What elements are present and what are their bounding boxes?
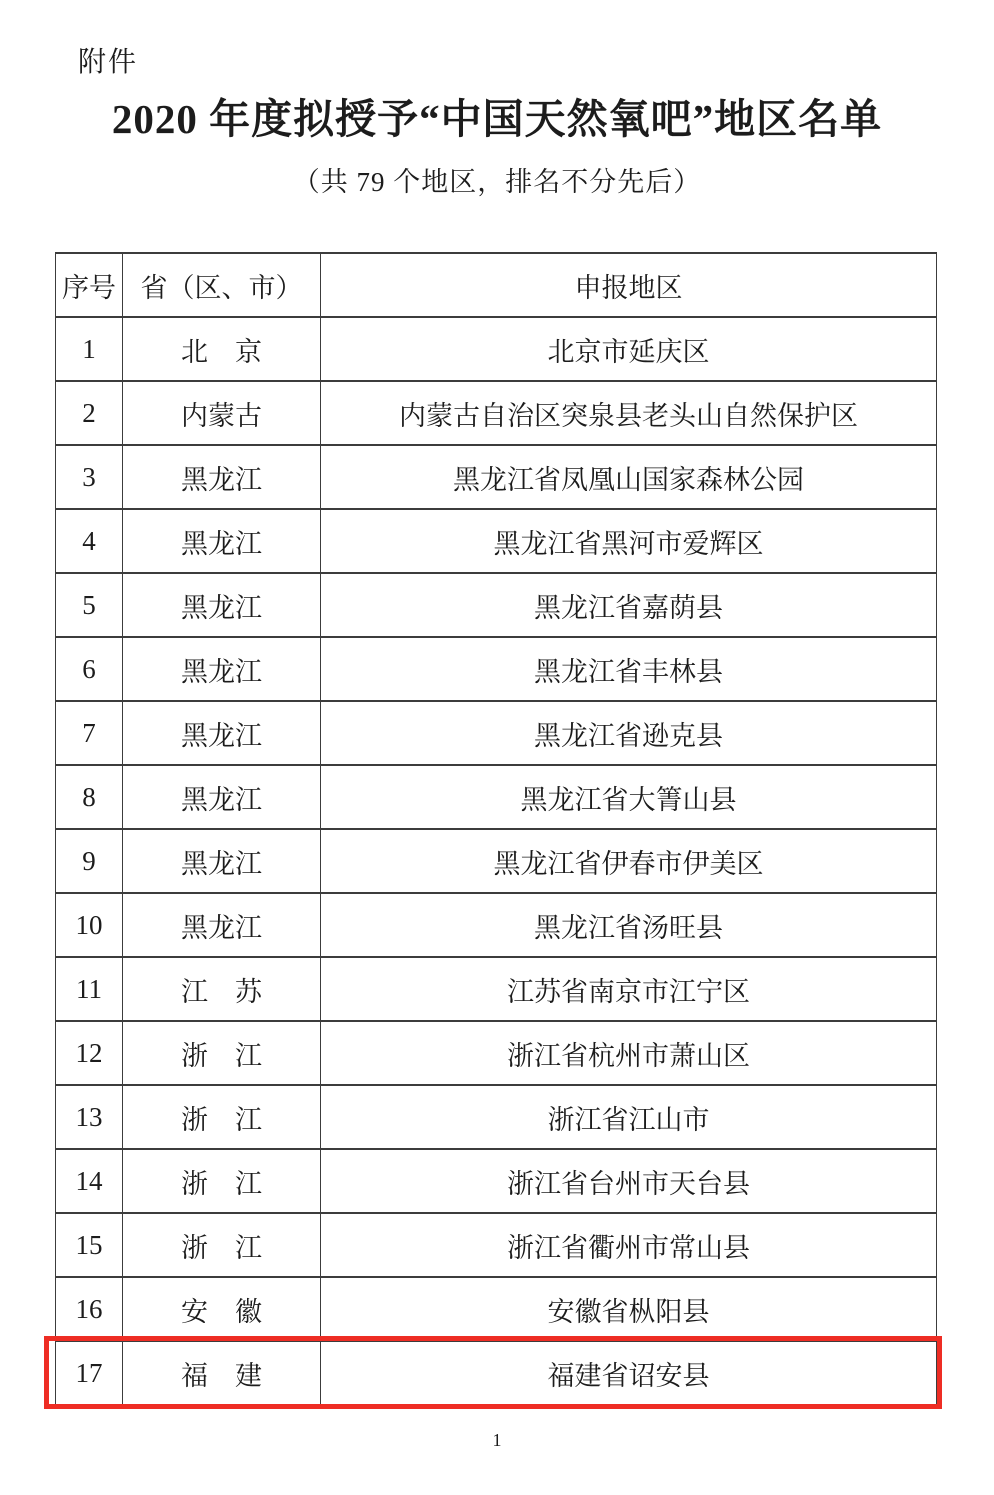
cell-province: 黑龙江 — [123, 573, 321, 637]
cell-province: 黑龙江 — [123, 829, 321, 893]
table-row — [56, 1213, 937, 1277]
cell-province: 黑龙江 — [123, 893, 321, 957]
cell-region: 内蒙古自治区突泉县老头山自然保护区 — [321, 381, 937, 445]
cell-no: 5 — [56, 573, 123, 637]
table-row — [56, 1277, 937, 1341]
table-row — [56, 573, 937, 637]
cell-region: 黑龙江省黑河市爱辉区 — [321, 509, 937, 573]
cell-no: 8 — [56, 765, 123, 829]
cell-no: 16 — [56, 1277, 123, 1341]
cell-no: 1 — [56, 317, 123, 381]
cell-region: 黑龙江省凤凰山国家森林公园 — [321, 445, 937, 509]
page-number: 1 — [492, 1430, 502, 1450]
cell-no: 15 — [56, 1213, 123, 1277]
cell-region: 黑龙江省汤旺县 — [321, 893, 937, 957]
cell-region: 安徽省枞阳县 — [321, 1277, 937, 1341]
cell-region: 浙江省衢州市常山县 — [321, 1213, 937, 1277]
cell-region: 浙江省台州市天台县 — [321, 1149, 937, 1213]
cell-region: 北京市延庆区 — [321, 317, 937, 381]
cell-no: 4 — [56, 509, 123, 573]
page-title: 2020 年度拟授予“中国天然氧吧”地区名单 — [111, 96, 883, 142]
table-row — [56, 765, 937, 829]
cell-region: 浙江省江山市 — [321, 1085, 937, 1149]
cell-province: 黑龙江 — [123, 701, 321, 765]
table-row — [56, 701, 937, 765]
table-row — [56, 445, 937, 509]
column-header-region: 申报地区 — [321, 253, 937, 317]
cell-no: 10 — [56, 893, 123, 957]
table-row — [56, 1021, 937, 1085]
table-header-row — [56, 253, 937, 317]
column-header-province: 省（区、市） — [123, 253, 321, 317]
cell-province: 福 建 — [123, 1341, 321, 1405]
cell-region: 浙江省杭州市萧山区 — [321, 1021, 937, 1085]
cell-region: 黑龙江省伊春市伊美区 — [321, 829, 937, 893]
cell-province: 黑龙江 — [123, 509, 321, 573]
cell-province: 浙 江 — [123, 1021, 321, 1085]
cell-province: 浙 江 — [123, 1085, 321, 1149]
attachment-label: 附件 — [78, 47, 139, 78]
cell-no: 9 — [56, 829, 123, 893]
table-row — [56, 317, 937, 381]
cell-no: 11 — [56, 957, 123, 1021]
cell-region: 黑龙江省嘉荫县 — [321, 573, 937, 637]
cell-region: 黑龙江省逊克县 — [321, 701, 937, 765]
cell-no: 13 — [56, 1085, 123, 1149]
table-row — [56, 509, 937, 573]
cell-no: 17 — [56, 1341, 123, 1405]
cell-no: 2 — [56, 381, 123, 445]
cell-province: 浙 江 — [123, 1149, 321, 1213]
table-row — [56, 381, 937, 445]
cell-no: 14 — [56, 1149, 123, 1213]
table-body — [56, 317, 937, 1405]
table-row — [56, 829, 937, 893]
cell-province: 浙 江 — [123, 1213, 321, 1277]
cell-province: 黑龙江 — [123, 445, 321, 509]
table-row — [56, 637, 937, 701]
column-header-no: 序号 — [56, 253, 123, 317]
cell-region: 黑龙江省大箐山县 — [321, 765, 937, 829]
cell-province: 江 苏 — [123, 957, 321, 1021]
table-row — [56, 957, 937, 1021]
cell-region: 黑龙江省丰林县 — [321, 637, 937, 701]
table-row — [56, 893, 937, 957]
cell-province: 内蒙古 — [123, 381, 321, 445]
cell-no: 12 — [56, 1021, 123, 1085]
page-subtitle: （共 79 个地区，排名不分先后） — [292, 167, 702, 197]
cell-province: 黑龙江 — [123, 637, 321, 701]
cell-no: 6 — [56, 637, 123, 701]
cell-province: 安 徽 — [123, 1277, 321, 1341]
cell-region: 福建省诏安县 — [321, 1341, 937, 1405]
cell-province: 北 京 — [123, 317, 321, 381]
table-row — [56, 1149, 937, 1213]
table-row — [56, 1341, 937, 1405]
cell-region: 江苏省南京市江宁区 — [321, 957, 937, 1021]
cell-no: 3 — [56, 445, 123, 509]
table-header — [56, 253, 937, 317]
cell-province: 黑龙江 — [123, 765, 321, 829]
region-table — [55, 252, 937, 1406]
table-row — [56, 1085, 937, 1149]
cell-no: 7 — [56, 701, 123, 765]
